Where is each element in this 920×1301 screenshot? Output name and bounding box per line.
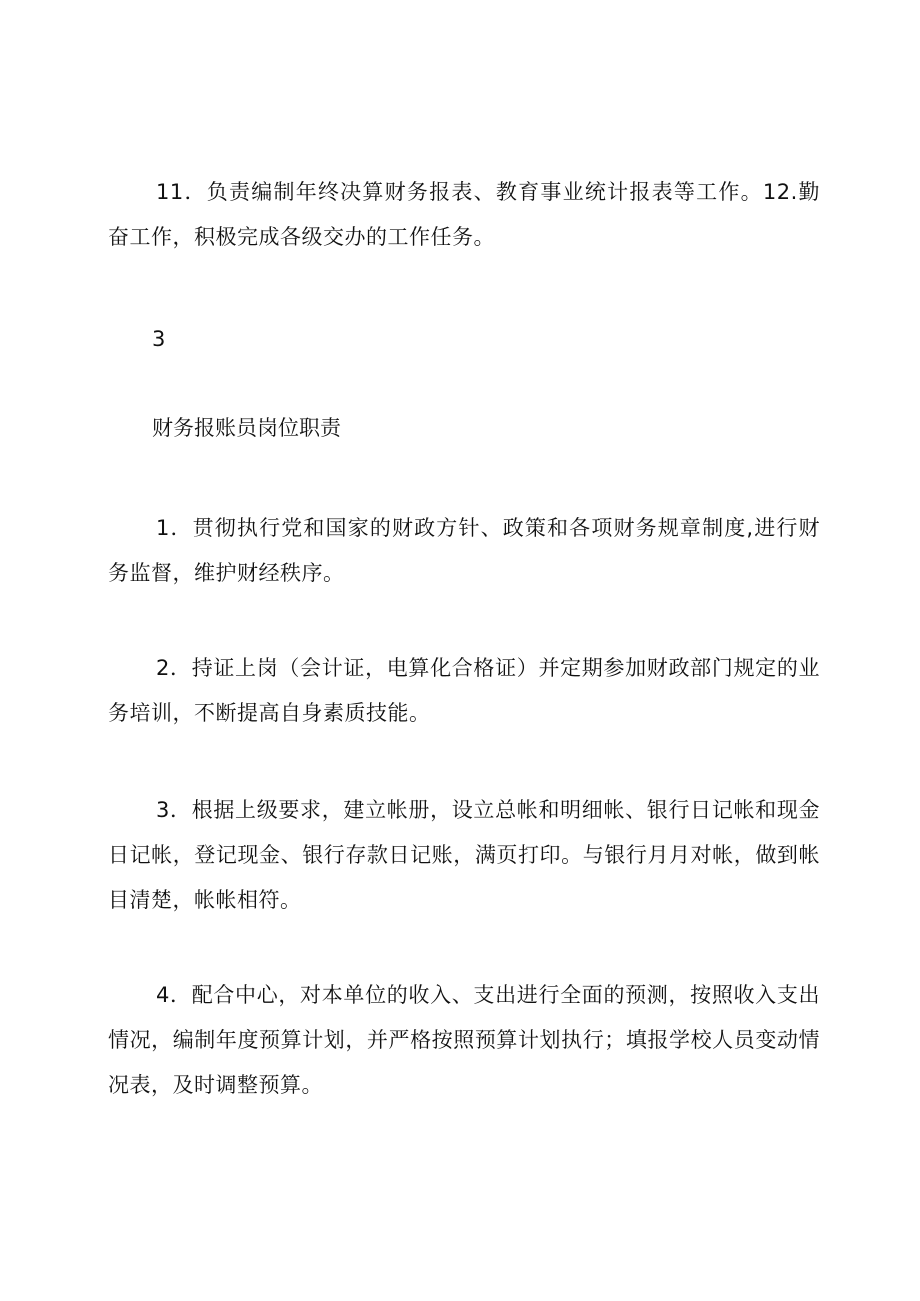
paragraph-item-11-12 bbox=[108, 170, 820, 260]
paragraph-text: 1．贯彻执行党和国家的财政方针、政策和各项财务规章制度,进行财务监督，维护财经秩序。 bbox=[108, 516, 820, 585]
paragraph-item-3 bbox=[108, 788, 820, 923]
paragraph-item-1 bbox=[108, 506, 820, 596]
paragraph-item-2 bbox=[108, 646, 820, 736]
section-title: 财务报账员岗位职责 bbox=[152, 416, 341, 440]
paragraph-text: 3．根据上级要求，建立帐册，设立总帐和明细帐、银行日记帐和现金日记帐，登记现金、银行存款日记账，满页打印。与银行月月对帐，做到帐目清楚，帐帐相符。 bbox=[108, 798, 820, 912]
paragraph-text: 2．持证上岗（会计证，电算化合格证）并定期参加财政部门规定的业务培训，不断提高自身素质技能。 bbox=[108, 656, 820, 725]
paragraph-text: 11．负责编制年终决算财务报表、教育事业统计报表等工作。12.勤奋工作，积极完成各级交办的工作任务。 bbox=[108, 180, 820, 249]
paragraph-item-4 bbox=[108, 973, 820, 1108]
paragraph-text: 4．配合中心，对本单位的收入、支出进行全面的预测，按照收入支出情况，编制年度预算计划，并严格按照预算计划执行；填报学校人员变动情况表，及时调整预算。 bbox=[108, 983, 820, 1097]
section-number: 3 bbox=[152, 327, 166, 351]
